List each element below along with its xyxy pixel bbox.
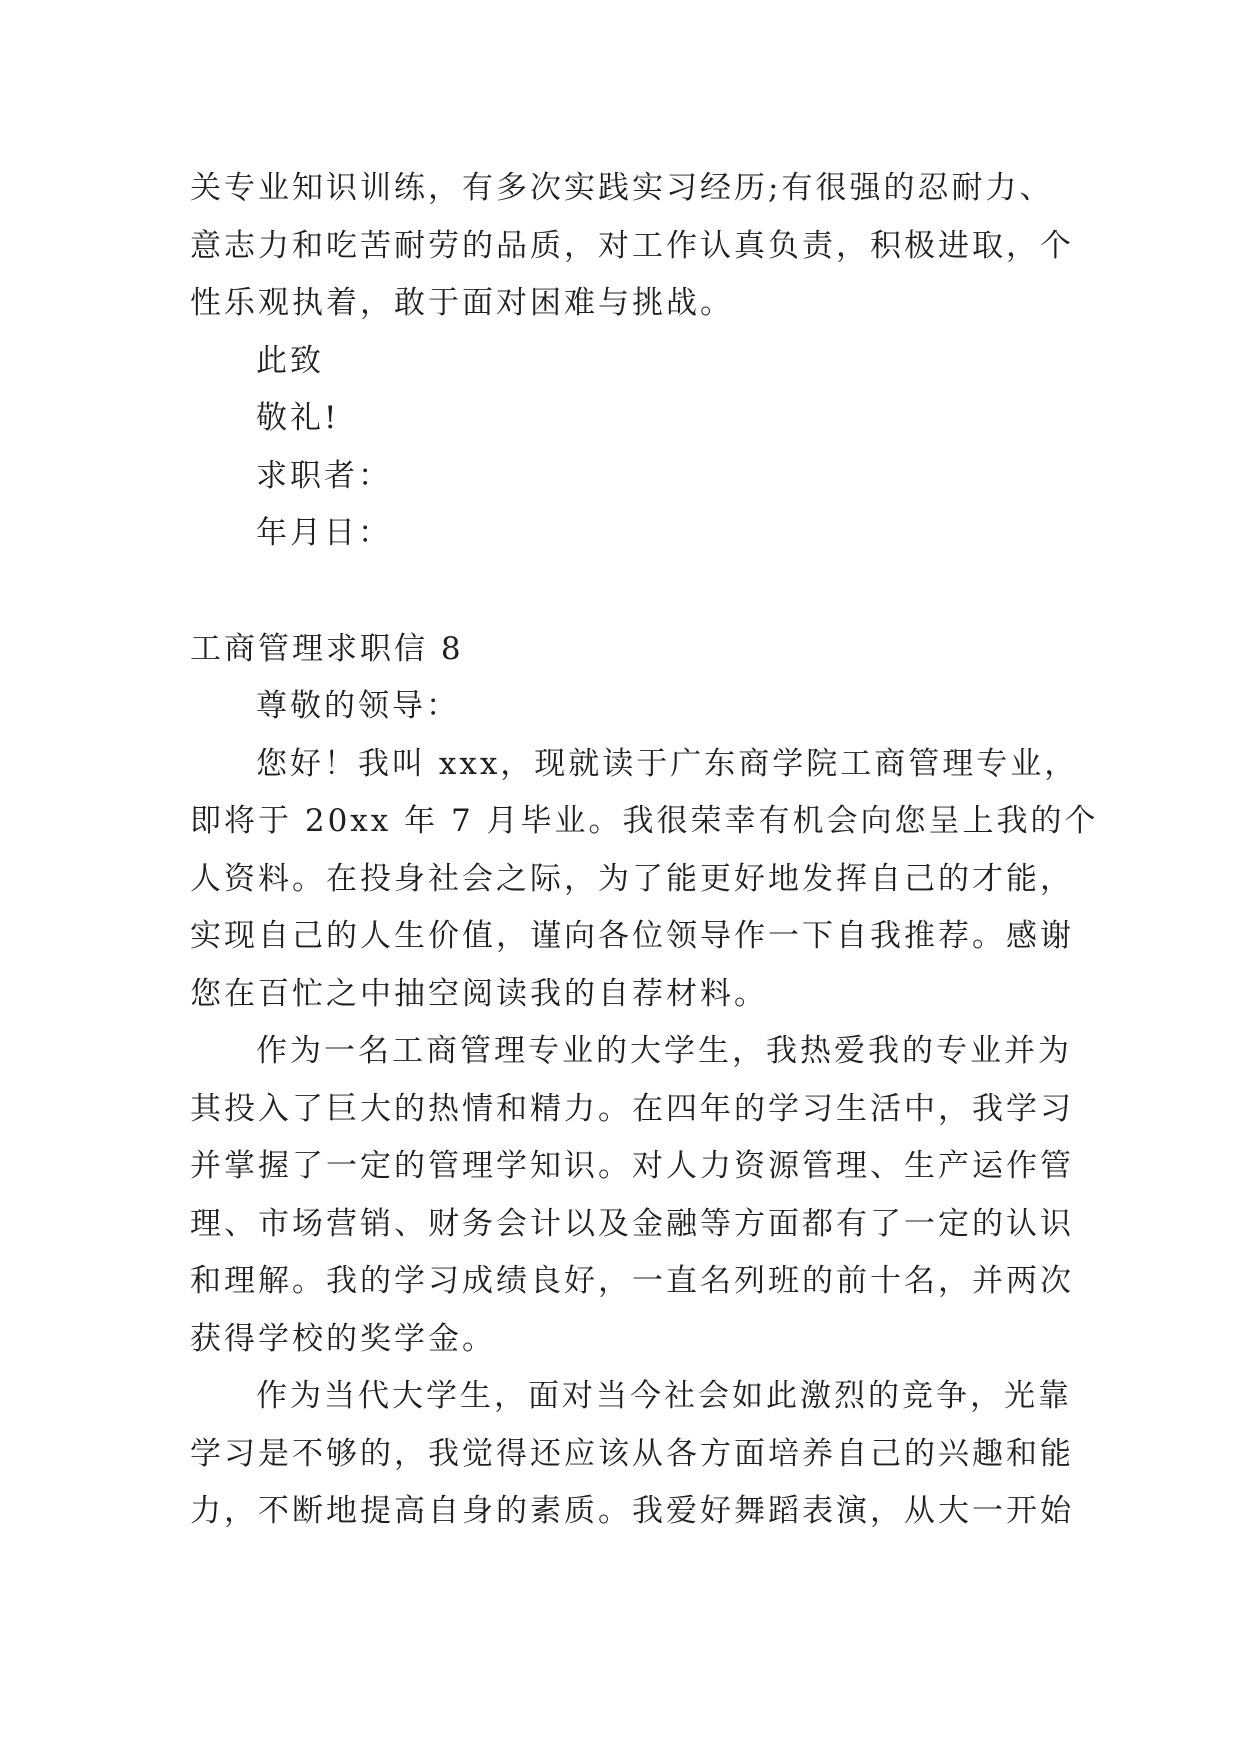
paragraph-line: 实现自己的人生价值，谨向各位领导作一下自我推荐。感谢 — [190, 918, 1074, 954]
paragraph-line: 人资料。在投身社会之际，为了能更好地发挥自己的才能， — [190, 860, 1074, 897]
paragraph-line: 作为一名工商管理专业的大学生，我热爱我的专业并为 — [256, 1033, 1072, 1069]
paragraph-line: 获得学校的奖学金。 — [190, 1320, 496, 1357]
salute-text: 敬礼! — [256, 400, 340, 436]
paragraph-line: 即将于 20xx 年 7 月毕业。我很荣幸有机会向您呈上我的个 — [190, 803, 1099, 839]
paragraph-line: 其投入了巨大的热情和精力。在四年的学习生活中，我学习 — [190, 1090, 1074, 1127]
paragraph-line: 理、市场营销、财务会计以及金融等方面都有了一定的认识 — [190, 1205, 1074, 1242]
paragraph-line: 您好！我叫 xxx，现就读于广东商学院工商管理专业， — [256, 745, 1079, 782]
greeting-text: 尊敬的领导： — [256, 688, 460, 724]
closing-text: 此致 — [256, 342, 324, 379]
paragraph-line: 并掌握了一定的管理学知识。对人力资源管理、生产运作管 — [190, 1148, 1074, 1184]
document-body — [190, 160, 1099, 1541]
paragraph-line: 意志力和吃苦耐劳的品质，对工作认真负责，积极进取，个 — [190, 227, 1074, 264]
date-label: 年月日： — [256, 515, 392, 551]
paragraph-line: 和理解。我的学习成绩良好，一直名列班的前十名，并两次 — [190, 1263, 1074, 1299]
paragraph-line: 学习是不够的，我觉得还应该从各方面培养自己的兴趣和能 — [190, 1435, 1074, 1472]
paragraph-line: 您在百忙之中抽空阅读我的自荐材料。 — [190, 975, 768, 1012]
letter-title: 工商管理求职信 8 — [190, 630, 464, 667]
paragraph-line: 性乐观执着，敢于面对困难与挑战。 — [190, 285, 734, 321]
paragraph-line: 作为当代大学生，面对当今社会如此激烈的竞争，光靠 — [256, 1378, 1072, 1414]
paragraph-line: 力，不断地提高自身的素质。我爱好舞蹈表演，从大一开始 — [190, 1493, 1074, 1529]
applicant-signature-label: 求职者： — [256, 457, 392, 494]
paragraph-line: 关专业知识训练，有多次实践实习经历;有很强的忍耐力、 — [190, 170, 1054, 206]
